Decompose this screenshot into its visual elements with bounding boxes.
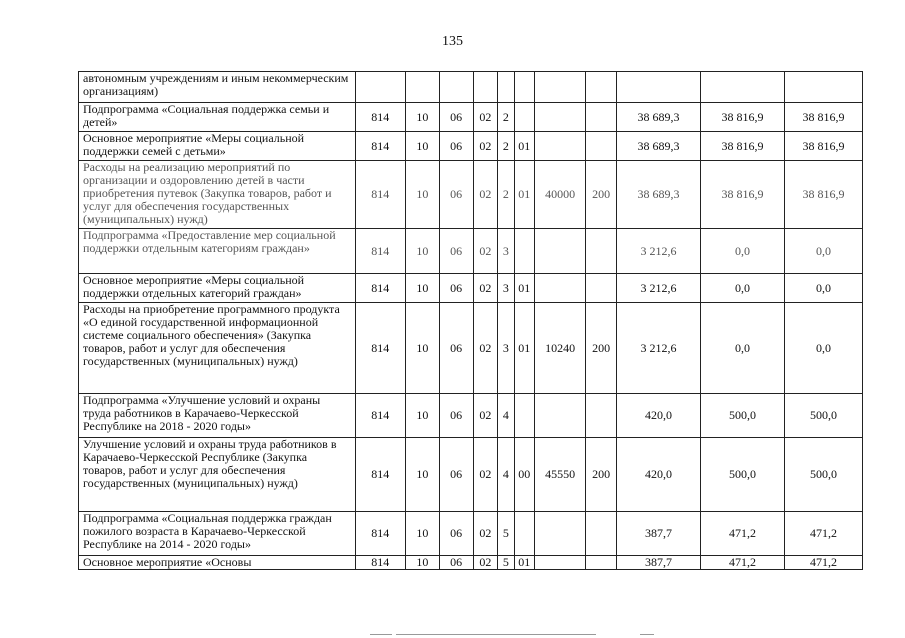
cell-section: 10	[405, 161, 439, 229]
row-name: Основное мероприятие «Меры социальной поддержки отдельных категорий граждан»	[79, 274, 356, 303]
cell-ministry-code: 814	[355, 132, 405, 161]
cell-amount-3: 500,0	[785, 438, 863, 512]
cell-section: 10	[405, 274, 439, 303]
cell-subsection: 06	[439, 132, 473, 161]
cell-event: 01	[514, 556, 534, 570]
cell-program: 02	[473, 274, 498, 303]
cell-amount-1: 387,7	[616, 512, 700, 556]
cell-amount-1: 3 212,6	[616, 229, 700, 274]
cell-amount-1: 387,7	[616, 556, 700, 570]
cell-amount-2	[701, 72, 785, 103]
cell-ministry-code: 814	[355, 556, 405, 570]
cell-ministry-code: 814	[355, 512, 405, 556]
cell-amount-1: 38 689,3	[616, 103, 700, 132]
cell-program: 02	[473, 556, 498, 570]
row-name: Расходы на приобретение программного продукта «О единой государственной информационной системе социального обеспечения» (Закупка товаров, работ и услуг для обеспечения государственных (муниципальных) нужд)	[79, 303, 356, 394]
cell-program: 02	[473, 438, 498, 512]
cell-direction	[535, 512, 586, 556]
cell-direction	[535, 556, 586, 570]
cell-program: 02	[473, 303, 498, 394]
budget-table	[78, 71, 863, 570]
row-name: автономным учреждениям и иным некоммерческим организациям)	[79, 72, 356, 103]
cell-expense-type	[586, 229, 617, 274]
cell-amount-1: 38 689,3	[616, 132, 700, 161]
cell-event	[514, 72, 534, 103]
cell-subprogram: 4	[498, 394, 514, 438]
cell-program: 02	[473, 132, 498, 161]
cell-subprogram: 5	[498, 556, 514, 570]
cell-subsection: 06	[439, 161, 473, 229]
table-row	[79, 512, 863, 556]
cell-expense-type	[586, 394, 617, 438]
table-row	[79, 72, 863, 103]
cell-expense-type	[586, 103, 617, 132]
cell-subsection	[439, 72, 473, 103]
cell-subprogram: 3	[498, 303, 514, 394]
cell-expense-type	[586, 556, 617, 570]
table-row	[79, 161, 863, 229]
cell-expense-type: 200	[586, 438, 617, 512]
cell-subprogram: 3	[498, 229, 514, 274]
cell-direction: 40000	[535, 161, 586, 229]
cell-section: 10	[405, 303, 439, 394]
cell-section: 10	[405, 394, 439, 438]
cell-event: 01	[514, 303, 534, 394]
cell-amount-2: 500,0	[701, 438, 785, 512]
cell-program: 02	[473, 103, 498, 132]
page-number: 135	[442, 34, 463, 49]
cell-section: 10	[405, 438, 439, 512]
cell-section: 10	[405, 229, 439, 274]
cell-expense-type	[586, 512, 617, 556]
cell-direction	[535, 394, 586, 438]
cell-subprogram: 2	[498, 132, 514, 161]
row-name: Подпрограмма «Улучшение условий и охраны труда работников в Карачаево-Черкесской Республике на 2018 - 2020 годы»	[79, 394, 356, 438]
cell-event: 01	[514, 132, 534, 161]
cell-direction	[535, 274, 586, 303]
table-row	[79, 303, 863, 394]
cell-ministry-code: 814	[355, 274, 405, 303]
cell-direction	[535, 132, 586, 161]
cell-amount-3: 38 816,9	[785, 132, 863, 161]
table-row	[79, 394, 863, 438]
cell-amount-3: 471,2	[785, 556, 863, 570]
row-name: Расходы на реализацию мероприятий по организации и оздоровлению детей в части приобретения путевок (Закупка товаров, работ и услуг для обеспечения государственных (муниципальных) нужд)	[79, 161, 356, 229]
cell-event	[514, 103, 534, 132]
row-name: Улучшение условий и охраны труда работников в Карачаево-Черкесской Республике (Закупка товаров, работ и услуг для обеспечения государственных (муниципальных) нужд)	[79, 438, 356, 512]
cell-ministry-code: 814	[355, 229, 405, 274]
row-name: Подпрограмма «Социальная поддержка семьи и детей»	[79, 103, 356, 132]
cell-direction: 10240	[535, 303, 586, 394]
cell-subprogram: 2	[498, 161, 514, 229]
cell-program: 02	[473, 512, 498, 556]
cell-ministry-code: 814	[355, 438, 405, 512]
table-row	[79, 274, 863, 303]
cell-amount-1: 38 689,3	[616, 161, 700, 229]
cell-subsection: 06	[439, 274, 473, 303]
cell-expense-type	[586, 72, 617, 103]
cell-subsection: 06	[439, 556, 473, 570]
scan-artifact-line	[396, 634, 596, 635]
cell-event	[514, 512, 534, 556]
cell-program: 02	[473, 229, 498, 274]
cell-amount-1: 3 212,6	[616, 274, 700, 303]
scan-artifact-line	[640, 634, 654, 635]
cell-section: 10	[405, 556, 439, 570]
cell-subprogram: 5	[498, 512, 514, 556]
cell-ministry-code: 814	[355, 103, 405, 132]
cell-program: 02	[473, 161, 498, 229]
cell-direction	[535, 103, 586, 132]
cell-event: 01	[514, 161, 534, 229]
cell-subprogram: 4	[498, 438, 514, 512]
cell-subsection: 06	[439, 438, 473, 512]
cell-subsection: 06	[439, 103, 473, 132]
cell-subsection: 06	[439, 229, 473, 274]
cell-amount-2: 0,0	[701, 303, 785, 394]
table-row	[79, 438, 863, 512]
cell-subsection: 06	[439, 394, 473, 438]
cell-amount-2: 0,0	[701, 274, 785, 303]
row-name: Основное мероприятие «Меры социальной поддержки семей с детьми»	[79, 132, 356, 161]
cell-amount-3: 38 816,9	[785, 103, 863, 132]
cell-amount-2: 38 816,9	[701, 103, 785, 132]
cell-event: 00	[514, 438, 534, 512]
cell-ministry-code: 814	[355, 303, 405, 394]
cell-expense-type	[586, 274, 617, 303]
cell-expense-type: 200	[586, 161, 617, 229]
cell-amount-3: 38 816,9	[785, 161, 863, 229]
cell-ministry-code: 814	[355, 394, 405, 438]
cell-amount-3: 500,0	[785, 394, 863, 438]
cell-ministry-code: 814	[355, 161, 405, 229]
cell-amount-2: 471,2	[701, 512, 785, 556]
cell-section: 10	[405, 512, 439, 556]
cell-event	[514, 394, 534, 438]
cell-subprogram: 2	[498, 103, 514, 132]
cell-ministry-code	[355, 72, 405, 103]
cell-subsection: 06	[439, 512, 473, 556]
cell-section	[405, 72, 439, 103]
cell-amount-3: 0,0	[785, 274, 863, 303]
table-row	[79, 132, 863, 161]
cell-direction	[535, 229, 586, 274]
cell-subprogram: 3	[498, 274, 514, 303]
table-row	[79, 229, 863, 274]
cell-amount-1: 3 212,6	[616, 303, 700, 394]
cell-direction: 45550	[535, 438, 586, 512]
cell-amount-2: 471,2	[701, 556, 785, 570]
cell-subsection: 06	[439, 303, 473, 394]
cell-section: 10	[405, 103, 439, 132]
table-row	[79, 556, 863, 570]
scan-artifact-line	[370, 634, 392, 635]
cell-amount-1: 420,0	[616, 394, 700, 438]
cell-subprogram	[498, 72, 514, 103]
cell-amount-2: 38 816,9	[701, 132, 785, 161]
cell-expense-type: 200	[586, 303, 617, 394]
cell-amount-3	[785, 72, 863, 103]
cell-amount-1: 420,0	[616, 438, 700, 512]
cell-section: 10	[405, 132, 439, 161]
row-name: Основное мероприятие «Основы	[79, 556, 356, 570]
cell-amount-2: 38 816,9	[701, 161, 785, 229]
table-row	[79, 103, 863, 132]
row-name: Подпрограмма «Предоставление мер социальной поддержки отдельным категориям граждан»	[79, 229, 356, 274]
row-name: Подпрограмма «Социальная поддержка граждан пожилого возраста в Карачаево-Черкесской Республике на 2014 - 2020 годы»	[79, 512, 356, 556]
cell-amount-3: 0,0	[785, 303, 863, 394]
cell-expense-type	[586, 132, 617, 161]
cell-event: 01	[514, 274, 534, 303]
cell-amount-1	[616, 72, 700, 103]
cell-direction	[535, 72, 586, 103]
cell-amount-3: 471,2	[785, 512, 863, 556]
table-body	[79, 72, 863, 570]
cell-amount-2: 500,0	[701, 394, 785, 438]
cell-event	[514, 229, 534, 274]
cell-amount-3: 0,0	[785, 229, 863, 274]
cell-program	[473, 72, 498, 103]
cell-program: 02	[473, 394, 498, 438]
cell-amount-2: 0,0	[701, 229, 785, 274]
